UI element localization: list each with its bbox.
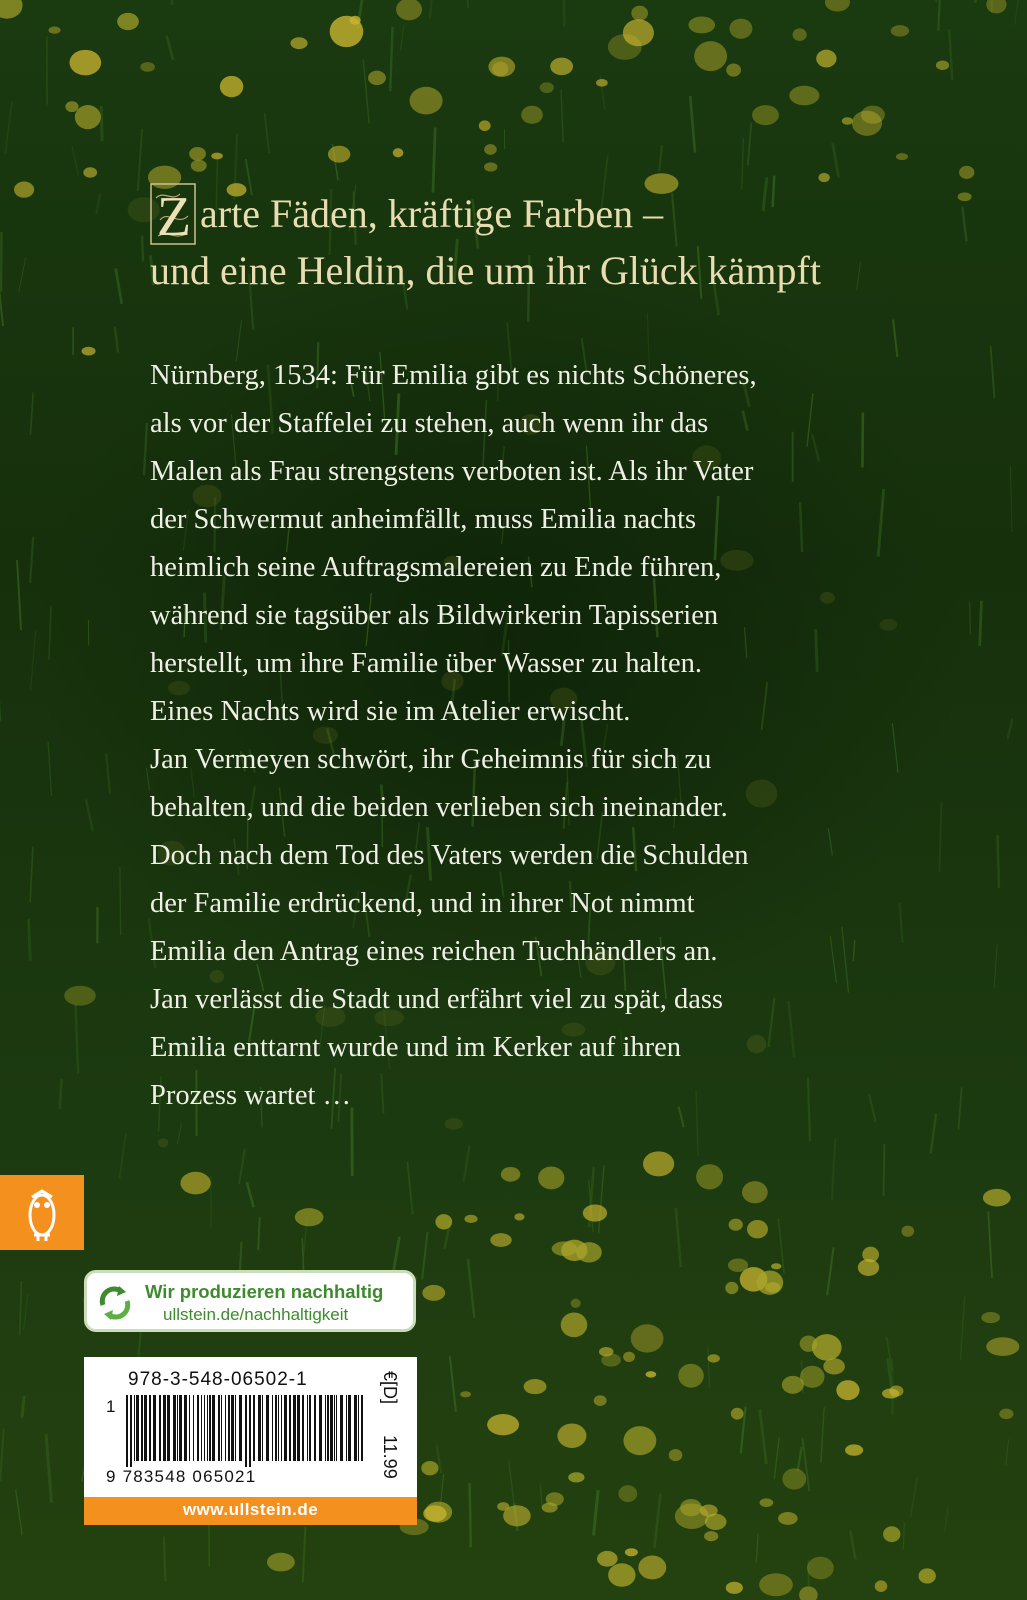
publisher-url: www.ullstein.de [182, 1500, 319, 1519]
eco-title: Wir produzieren nachhaltig [145, 1281, 384, 1302]
blurb-line: Eines Nachts wird sie im Atelier erwischt. [150, 696, 631, 727]
barcode-first-digit: 1 [106, 1397, 116, 1416]
barcode-bars [124, 1395, 369, 1467]
isbn-number: 978-3-548-06502-1 [128, 1369, 308, 1390]
recycle-arrows-icon [95, 1283, 135, 1323]
blurb-line: der Familie erdrückend, und in ihrer Not nimmt [150, 888, 695, 919]
blurb-line: Jan verlässt die Stadt und erfährt viel zu spät, dass [150, 984, 724, 1015]
price-currency: €[D] [380, 1371, 400, 1405]
svg-text:Z: Z [156, 186, 192, 248]
blurb-line: Doch nach dem Tod des Vaters werden die Schulden [150, 840, 749, 871]
blurb-line: Emilia enttarnt wurde und im Kerker auf ihren [150, 1032, 682, 1063]
blurb-line: Malen als Frau strengstens verboten ist. Als ihr Vater [150, 456, 754, 487]
blurb-line: heimlich seine Auftragsmalereien zu Ende führen, [150, 552, 722, 583]
blurb-line: während sie tagsüber als Bildwirkerin Tapisserien [150, 600, 719, 631]
ean-digits: 9 783548 065021 [106, 1467, 257, 1486]
blurb-line: Prozess wartet … [150, 1080, 352, 1111]
headline-line-1: arte Fäden, kräftige Farben – [200, 191, 664, 236]
blurb-text [150, 352, 930, 1120]
blurb-line: der Schwermut anheimfällt, muss Emilia nachts [150, 504, 697, 535]
eco-url: ullstein.de/nachhaltigkeit [163, 1305, 349, 1324]
ornate-dropcap [150, 180, 198, 248]
price-label [376, 1371, 406, 1491]
blurb-line: als vor der Staffelei zu stehen, auch wenn ihr das [150, 408, 709, 439]
publisher-url-bar [84, 1497, 417, 1525]
price-value: 11.99 [380, 1435, 400, 1479]
blurb-line: behalten, und die beiden verlieben sich ineinander. [150, 792, 728, 823]
headline-line-2: und eine Heldin, die um ihr Glück kämpft [150, 248, 821, 293]
sustainability-badge [84, 1270, 416, 1332]
isbn-barcode-box [84, 1357, 417, 1497]
blurb-line: Nürnberg, 1534: Für Emilia gibt es nichts Schöneres, [150, 360, 757, 391]
blurb-line: Jan Vermeyen schwört, ihr Geheimnis für sich zu [150, 744, 712, 775]
blurb-line: herstellt, um ihre Familie über Wasser zu halten. [150, 648, 702, 679]
blurb-line: Emilia den Antrag eines reichen Tuchhändlers an. [150, 936, 718, 967]
ullstein-owl-logo-icon [0, 1175, 84, 1250]
